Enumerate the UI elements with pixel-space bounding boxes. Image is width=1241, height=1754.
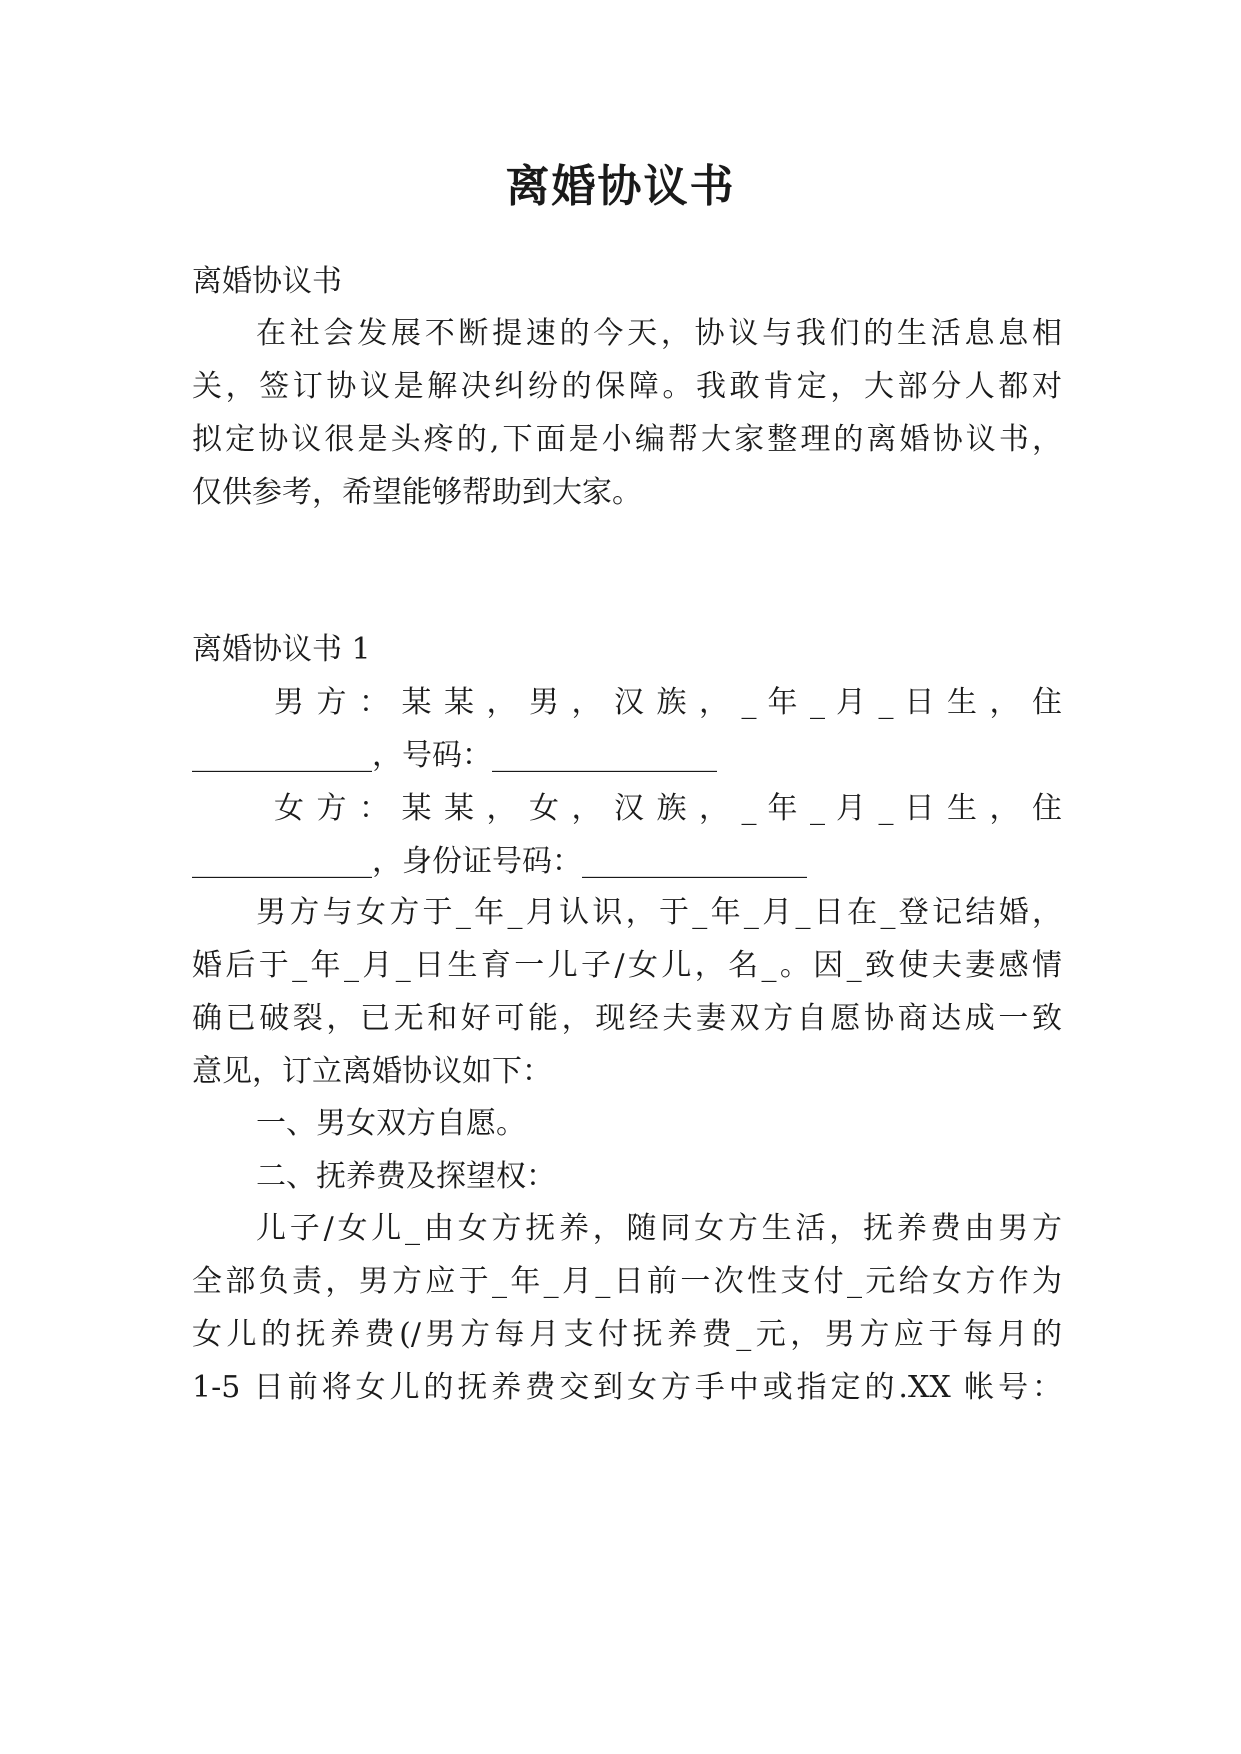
clause-item: 一、男女双方自愿。 (256, 1106, 526, 1141)
clause-item: 二、抚养费及探望权： (256, 1159, 556, 1194)
female-info-line: ____________，身份证号码：_______________ (192, 844, 807, 879)
section-heading: 离婚协议书 1 (192, 632, 371, 667)
custody-line: 儿子/女儿_由女方抚养，随同女方生活，抚养费由男方 (256, 1211, 1062, 1246)
custody-line: 1-5 日前将女儿的抚养费交到女方手中或指定的.XX 帐号： (192, 1370, 1062, 1405)
document-title: 离婚协议书 (505, 161, 736, 212)
custody-line: 全部负责，男方应于_年_月_日前一次性支付_元给女方作为 (192, 1264, 1062, 1299)
marriage-line: 意见，订立离婚协议如下： (192, 1054, 552, 1089)
female-info-line: 女 方 ： 某 某 ， 女 ， 汉 族 ， _ 年 _ 月 _ 日 生 ， 住 (274, 791, 1062, 826)
male-info-line: ____________，号码：_______________ (192, 738, 717, 773)
marriage-line: 男方与女方于_年_月认识，于_年_月_日在_登记结婚， (256, 895, 1062, 930)
subtitle: 离婚协议书 (192, 264, 342, 299)
male-info-line: 男 方 ： 某 某 ， 男 ， 汉 族 ， _ 年 _ 月 _ 日 生 ， 住 (274, 685, 1062, 720)
marriage-line: 婚后于_年_月_日生育一儿子/女儿，名_。因_致使夫妻感情 (192, 948, 1062, 983)
intro-line: 关，签订协议是解决纠纷的保障。我敢肯定，大部分人都对 (192, 369, 1062, 404)
custody-line: 女儿的抚养费(/男方每月支付抚养费_元，男方应于每月的 (192, 1317, 1062, 1352)
intro-line: 仅供参考，希望能够帮助到大家。 (192, 475, 642, 510)
intro-line: 在社会发展不断提速的今天，协议与我们的生活息息相 (256, 316, 1062, 351)
marriage-line: 确已破裂，已无和好可能，现经夫妻双方自愿协商达成一致 (192, 1001, 1062, 1036)
intro-line: 拟定协议很是头疼的,下面是小编帮大家整理的离婚协议书， (192, 422, 1062, 457)
